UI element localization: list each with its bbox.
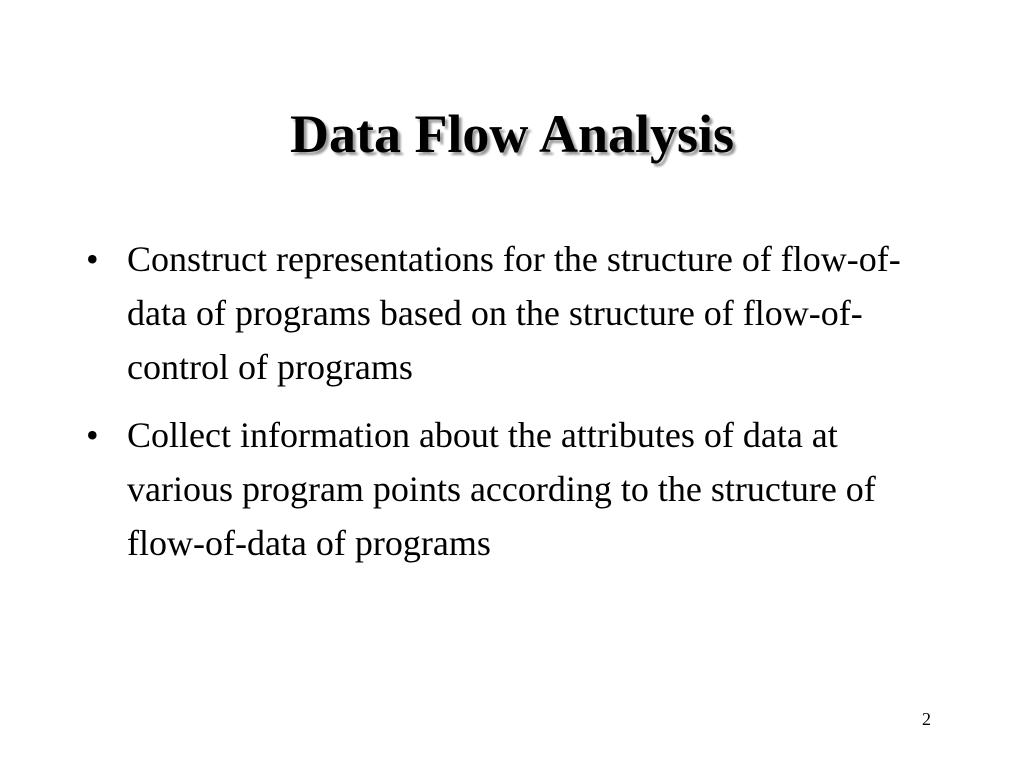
bullet-list (82, 232, 942, 584)
bullet-item (82, 232, 942, 394)
slide-title: Data Flow Analysis (289, 104, 735, 164)
page-number: 2 (922, 709, 931, 729)
bullet-text: Collect information about the attributes of data at various program points according to the structure of flow-of-data of programs (127, 415, 876, 563)
bullet-dot-icon: • (86, 415, 99, 455)
bullet-item (82, 408, 942, 570)
bullet-text: Construct representations for the structure of flow-of-data of programs based on the structure of flow-of-control of programs (127, 239, 901, 387)
bullet-dot-icon: • (86, 239, 99, 279)
